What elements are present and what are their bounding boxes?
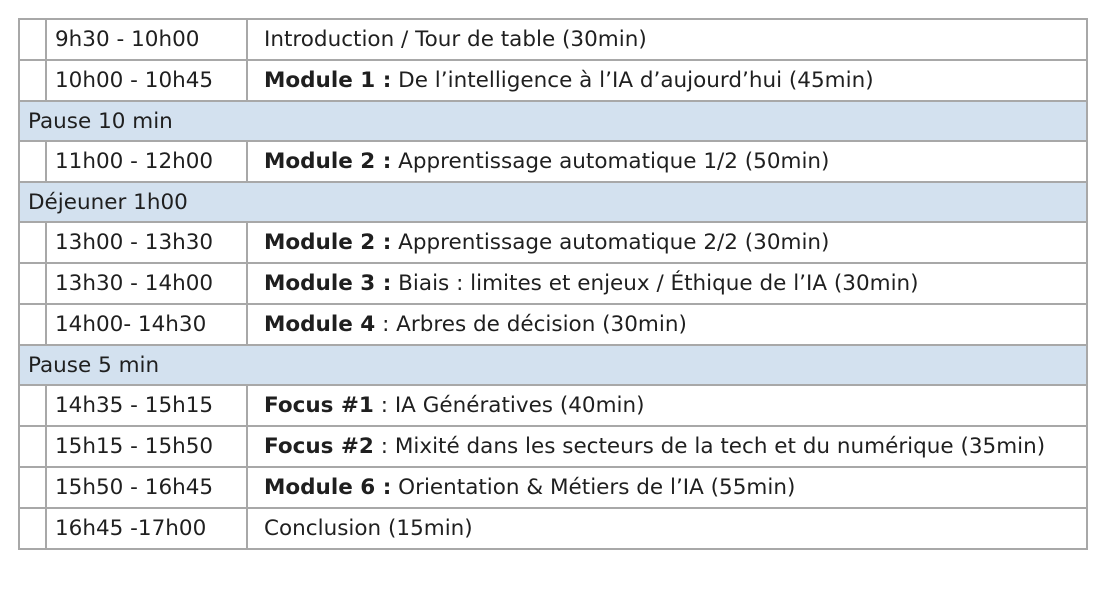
time-cell: 16h45 -17h00 xyxy=(46,508,247,549)
description-text: Conclusion (15min) xyxy=(264,516,473,541)
description-text: Introduction / Tour de table (30min) xyxy=(264,27,647,52)
time-cell: 14h00- 14h30 xyxy=(46,304,247,345)
description-cell xyxy=(247,222,1087,263)
description-cell xyxy=(247,263,1087,304)
row-marker-cell xyxy=(19,426,46,467)
time-cell: 14h35 - 15h15 xyxy=(46,385,247,426)
break-label: Pause 10 min xyxy=(19,101,1087,141)
row-marker-cell xyxy=(19,304,46,345)
time-cell: 13h30 - 14h00 xyxy=(46,263,247,304)
time-cell: 13h00 - 13h30 xyxy=(46,222,247,263)
module-label: Module 1 : xyxy=(264,68,392,93)
schedule-row xyxy=(19,263,1087,304)
description-cell xyxy=(247,467,1087,508)
module-label: Module 4 xyxy=(264,312,376,337)
time-cell: 9h30 - 10h00 xyxy=(46,19,247,60)
break-label: Déjeuner 1h00 xyxy=(19,182,1087,222)
schedule-row xyxy=(19,60,1087,101)
break-row xyxy=(19,345,1087,385)
break-row xyxy=(19,101,1087,141)
time-cell: 15h15 - 15h50 xyxy=(46,426,247,467)
description-text: Apprentissage automatique 1/2 (50min) xyxy=(391,149,830,174)
description-cell xyxy=(247,304,1087,345)
break-label: Pause 5 min xyxy=(19,345,1087,385)
schedule-row xyxy=(19,467,1087,508)
schedule-row xyxy=(19,19,1087,60)
row-marker-cell xyxy=(19,263,46,304)
description-cell xyxy=(247,385,1087,426)
row-marker-cell xyxy=(19,467,46,508)
schedule-row xyxy=(19,385,1087,426)
schedule-row xyxy=(19,508,1087,549)
row-marker-cell xyxy=(19,141,46,182)
module-label: Module 2 : xyxy=(264,149,392,174)
description-cell xyxy=(247,141,1087,182)
schedule-row xyxy=(19,222,1087,263)
time-cell: 10h00 - 10h45 xyxy=(46,60,247,101)
module-label: Module 2 : xyxy=(264,230,392,255)
row-marker-cell xyxy=(19,508,46,549)
schedule-row xyxy=(19,141,1087,182)
row-marker-cell xyxy=(19,19,46,60)
break-row xyxy=(19,182,1087,222)
schedule-table xyxy=(18,18,1088,550)
description-cell xyxy=(247,19,1087,60)
description-cell xyxy=(247,508,1087,549)
module-label: Module 6 : xyxy=(264,475,392,500)
description-text: : Mixité dans les secteurs de la tech et du numérique (35min) xyxy=(373,434,1046,459)
description-text: Apprentissage automatique 2/2 (30min) xyxy=(391,230,830,255)
description-text: Biais : limites et enjeux / Éthique de l’IA (30min) xyxy=(391,271,919,296)
description-text: De l’intelligence à l’IA d’aujourd’hui (45min) xyxy=(391,68,874,93)
description-cell xyxy=(247,60,1087,101)
time-cell: 15h50 - 16h45 xyxy=(46,467,247,508)
module-label: Focus #2 xyxy=(264,434,374,459)
row-marker-cell xyxy=(19,385,46,426)
schedule-row xyxy=(19,426,1087,467)
description-text: Orientation & Métiers de l’IA (55min) xyxy=(391,475,796,500)
row-marker-cell xyxy=(19,222,46,263)
row-marker-cell xyxy=(19,60,46,101)
module-label: Focus #1 xyxy=(264,393,374,418)
description-text: : IA Génératives (40min) xyxy=(373,393,645,418)
description-text: : Arbres de décision (30min) xyxy=(375,312,687,337)
description-cell xyxy=(247,426,1087,467)
module-label: Module 3 : xyxy=(264,271,392,296)
time-cell: 11h00 - 12h00 xyxy=(46,141,247,182)
schedule-row xyxy=(19,304,1087,345)
